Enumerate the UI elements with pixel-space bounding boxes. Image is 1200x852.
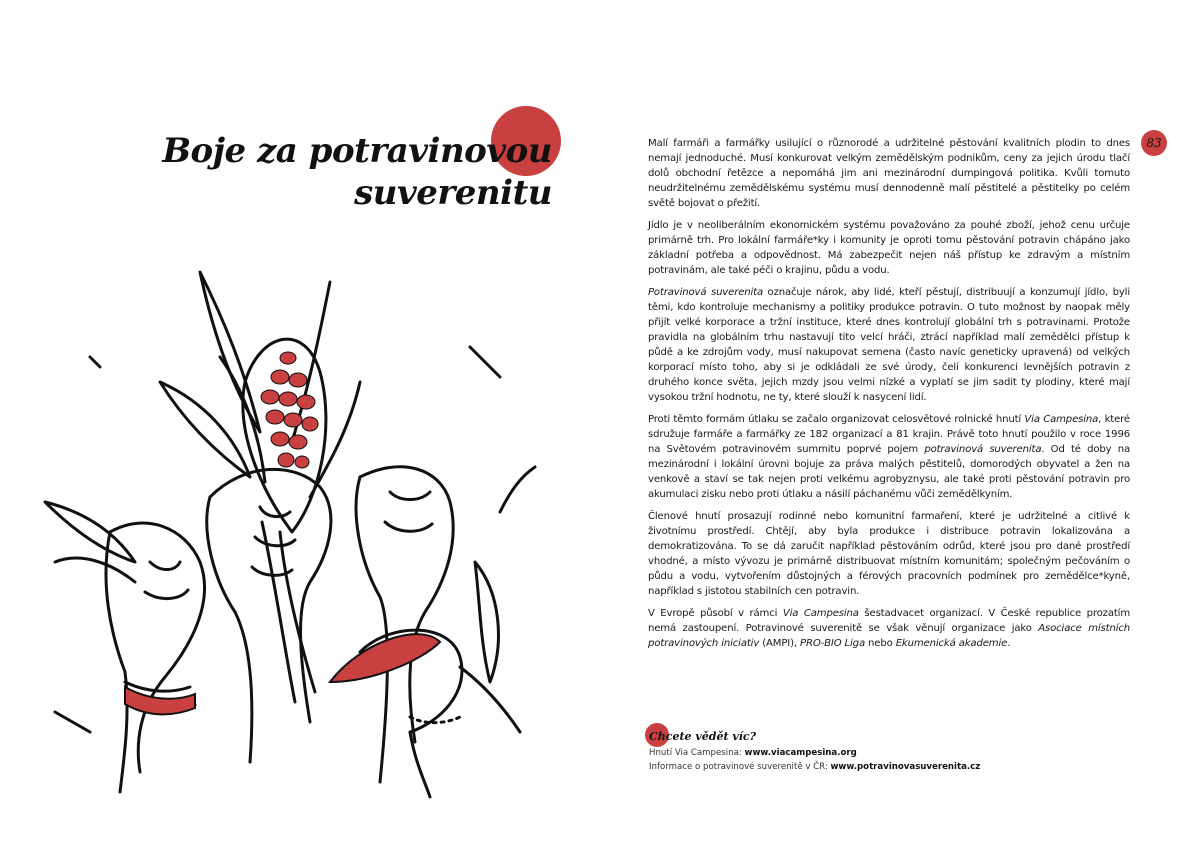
paragraph-4-part-e: . Od té doby na mezinárodní i lokální úrovni bojuje za práva malých pěstitelů, domorodých obyvatel a žen na venkově a staví se tak nejen proti velkému agrobyznysu, ale také proti pěstování potravin pro akumulaci zisku nebo proti útlaku a násilí páchanému vůči zemědělkyním.	[648, 444, 1131, 500]
term-ekumenicka-akademie: Ekumenická akademie	[895, 638, 1008, 649]
paragraph-3	[648, 285, 1130, 405]
term-food-sovereignty: Potravinová suverenita	[648, 287, 763, 298]
term-potravinova-suverenita: potravinová suverenita	[924, 444, 1042, 455]
paragraph-4-part-a: Proti těmto formám útlaku se začalo organizovat celosvětové rolnické hnutí	[648, 414, 1025, 425]
page-title	[150, 130, 552, 214]
paragraph-6-part-c: šestadvacet organizací. V České republice prozatím nemá zastoupení. Potravinové suverenitě se však věnují organizace jako	[648, 608, 1130, 634]
paragraph-6-part-a: V Evropě působí v rámci	[648, 608, 783, 619]
paragraph-3-text: označuje nárok, aby lidé, kteří pěstují, distribuují a konzumují jídlo, byli těmi, kdo kontroluje mechanismy a politiky produkce potravin. O tuto možnost by naopak měly přijít velké korporace a tržní instituce, které dnes kontrolují globální trh s potravinami. Protože pravidla na globálním trhu nastavují tito velcí hráči, ztrácí například malí zemědělci přístup k půdě a ke zdrojům vody, musí nakupovat semena (často navíc geneticky upravená) od velkých korporací místo toho, aby si je odkládali ze své úrody, čelí konkurenci levnějších potravin z druhého konce světa, jejich mzdy jsou velmi nízké a vyplatí se jim sadit ty plodiny, které mají vysokou tržní hodnotu, ne ty, které slouží k nasycení lidí.	[648, 287, 1130, 403]
paragraph-1: Malí farmáři a farmářky usilující o různorodé a udržitelné pěstování kvalitních plodin to dnes nemají jednoduché. Musí konkurovat velkým zemědělským podnikům, ceny za jejich úrodu tlačí dolů obchodní řetězce a nepomáhá jim ani mezinárodní dumpingová politika. Kvůli tomuto neudržitelnému zemědělskému systému musí dennodenně malí pěstitelé a pěstitelky po celém světě bojovat o přežití.	[648, 138, 1130, 209]
hands-with-crops-illustration	[30, 262, 550, 802]
more-info-label-2: Informace o potravinové suverenitě v ČR:	[649, 762, 831, 772]
via-campesina-link[interactable]: www.viacampesina.org	[744, 748, 857, 758]
term-via-campesina-2: Via Campesina	[782, 608, 859, 619]
article-body	[648, 136, 1130, 658]
more-info-line-1	[649, 748, 857, 758]
paragraph-5: Členové hnutí prosazují rodinné nebo komunitní farmaření, které je udržitelné a citlivé k životnímu prostředí. Chtějí, aby byla produkce i distribuce potravin lokalizována a demokratizována. To se dá zaručit například pěstováním odrůd, které jsou pro dané prostředí vhodné, a místo vývozu je primárně distribuovat místním komunitám; společným pečováním o půdu a vodu, vytvořením důstojných a férových pracovních podmínek pro zemědělce*kyně, například s jistotou stabilních cen potravin.	[648, 511, 1130, 597]
term-via-campesina: Via Campesina	[1024, 414, 1099, 425]
paragraph-6	[648, 606, 1130, 651]
more-info-line-2	[649, 762, 980, 772]
paragraph-4-part-c: , které sdružuje farmáře a farmářky ze 182 organizací a 81 krajin. Právě toto hnutí použilo v roce 1996 na Světovém potravinovém summitu poprvé pojem	[648, 414, 1130, 455]
paragraph-6-part-e: (AMPI),	[759, 638, 801, 649]
potravinova-suverenita-link[interactable]: www.potravinovasuverenita.cz	[830, 762, 981, 772]
paragraph-2: Jídlo je v neoliberálním ekonomickém systému považováno za pouhé zboží, jehož cenu určuje primárně trh. Pro lokální farmáře*ky i komunity je oproti tomu pěstování potravin chápáno jako základní potřeba a odpovědnost. Má zabezpečit nejen náš přístup ke zdravým a místním potravinám, ale také péči o krajinu, půdu a vodu.	[648, 220, 1130, 276]
title-line-1: Boje za potravinovou	[162, 131, 552, 171]
paragraph-6-part-i: .	[1007, 638, 1011, 649]
page-number: 83	[1146, 136, 1162, 150]
more-info-label-1: Hnutí Via Campesina:	[649, 748, 745, 758]
term-ampi: Asociace místních potravinových iniciativ	[648, 623, 1130, 649]
paragraph-4	[648, 412, 1130, 502]
term-pro-bio-liga: PRO-BIO Liga	[800, 638, 865, 649]
more-info-heading: Chcete vědět víc?	[649, 730, 757, 743]
title-line-2: suverenitu	[354, 173, 552, 213]
paragraph-6-part-g: nebo	[864, 638, 896, 649]
